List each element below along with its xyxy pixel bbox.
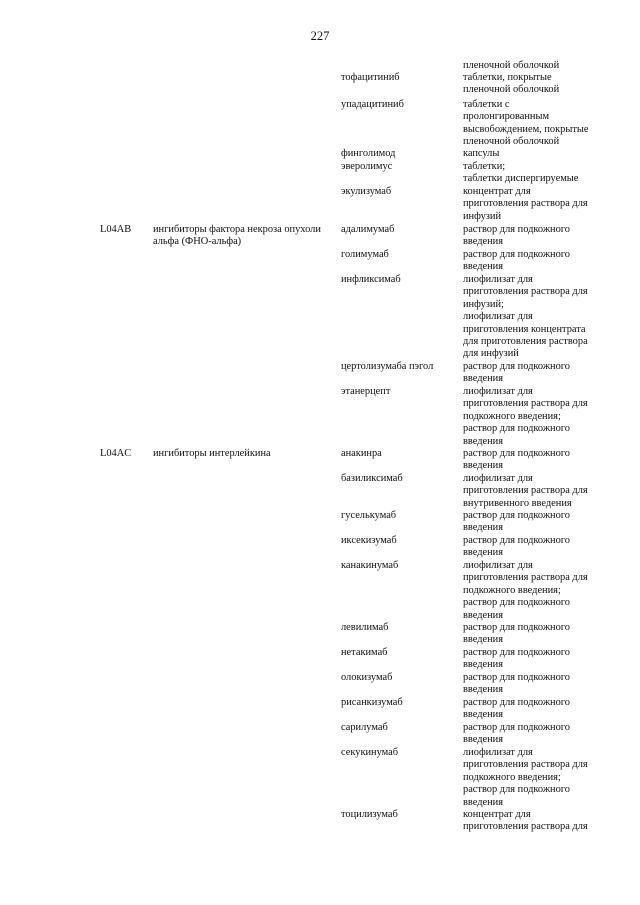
dosage-form-line: введения bbox=[463, 547, 504, 559]
drug-name: финголимод bbox=[341, 148, 396, 159]
dosage-form bbox=[463, 560, 598, 622]
dosage-form-line: приготовления раствора для bbox=[463, 198, 588, 210]
dosage-form bbox=[463, 60, 598, 72]
dosage-form-line: подкожного введения; bbox=[463, 771, 561, 783]
dosage-form bbox=[463, 148, 598, 160]
drug-name: олокизумаб bbox=[341, 672, 393, 683]
dosage-form-line: капсулы bbox=[463, 148, 500, 159]
dosage-form-line: раствор для подкожного bbox=[463, 622, 570, 633]
dosage-form-line: раствор для подкожного bbox=[463, 361, 570, 372]
dosage-form-line: раствор для подкожного bbox=[463, 448, 570, 459]
dosage-form-line: лиофилизат для bbox=[463, 747, 533, 758]
dosage-form bbox=[463, 747, 598, 809]
dosage-form-line: введения bbox=[463, 261, 504, 273]
dosage-form-line: для инфузий bbox=[463, 348, 519, 360]
dosage-form-line: приготовления раствора для bbox=[463, 398, 588, 410]
dosage-form-line: пролонгированным bbox=[463, 111, 550, 123]
dosage-form bbox=[463, 161, 598, 186]
group-line: альфа (ФНО-альфа) bbox=[153, 236, 242, 248]
dosage-form-line: введения bbox=[463, 435, 504, 447]
drug-name: гуселькумаб bbox=[341, 510, 397, 521]
dosage-form-line: лиофилизат для bbox=[463, 311, 533, 323]
dosage-form-line: приготовления раствора для bbox=[463, 759, 588, 771]
dosage-form-line: введения bbox=[463, 634, 504, 646]
atc-code: L04AB bbox=[100, 224, 132, 235]
drug-name: сарилумаб bbox=[341, 722, 388, 733]
dosage-form-line: пленочной оболочкой bbox=[463, 60, 560, 71]
drug-name: анакинра bbox=[341, 448, 382, 459]
dosage-form bbox=[463, 72, 598, 97]
dosage-form-line: концентрат для bbox=[463, 809, 531, 820]
dosage-form-line: приготовления раствора для bbox=[463, 572, 588, 584]
dosage-form-line: приготовления раствора для bbox=[463, 821, 588, 833]
dosage-form-line: пленочной оболочкой bbox=[463, 84, 560, 96]
dosage-form-line: раствор для подкожного bbox=[463, 510, 570, 521]
dosage-form-line: пленочной оболочкой bbox=[463, 136, 560, 148]
dosage-form bbox=[463, 448, 598, 473]
dosage-form-line: раствор для подкожного bbox=[463, 249, 570, 260]
dosage-form-line: концентрат для bbox=[463, 186, 531, 197]
dosage-form-line: приготовления концентрата bbox=[463, 323, 586, 335]
dosage-form bbox=[463, 809, 598, 834]
dosage-form-line: введения bbox=[463, 684, 504, 696]
dosage-form bbox=[463, 361, 598, 386]
dosage-form-line: раствор для подкожного bbox=[463, 224, 570, 235]
dosage-form-line: приготовления раствора для bbox=[463, 485, 588, 497]
dosage-form-line: таблетки с bbox=[463, 99, 510, 110]
atc-code: L04AC bbox=[100, 448, 132, 459]
dosage-form bbox=[463, 622, 598, 647]
dosage-form-line: подкожного введения; bbox=[463, 410, 561, 422]
dosage-form-line: инфузий bbox=[463, 210, 502, 222]
dosage-form-line: лиофилизат для bbox=[463, 473, 533, 484]
page-number: 227 bbox=[310, 29, 330, 43]
group-line: ингибиторы фактора некроза опухоли bbox=[153, 224, 321, 235]
drug-name: базиликсимаб bbox=[341, 473, 403, 484]
dosage-form-line: лиофилизат для bbox=[463, 560, 533, 571]
drug-name: адалимумаб bbox=[341, 224, 395, 235]
dosage-form-line: введения bbox=[463, 609, 504, 621]
dosage-form-line: лиофилизат для bbox=[463, 274, 533, 285]
drug-name: левилимаб bbox=[341, 622, 389, 633]
dosage-form bbox=[463, 672, 598, 697]
dosage-form-line: раствор для подкожного bbox=[463, 722, 570, 733]
dosage-form-line: раствор для подкожного bbox=[463, 672, 570, 683]
drug-name: экулизумаб bbox=[341, 186, 392, 197]
dosage-form bbox=[463, 473, 598, 510]
drug-name: иксекизумаб bbox=[341, 535, 397, 546]
dosage-form bbox=[463, 99, 598, 149]
dosage-form-line: раствор для подкожного bbox=[463, 784, 570, 796]
dosage-form-line: введения bbox=[463, 709, 504, 721]
group-line: ингибиторы интерлейкина bbox=[153, 448, 271, 459]
dosage-form bbox=[463, 249, 598, 274]
dosage-form-line: подкожного введения; bbox=[463, 584, 561, 596]
dosage-form-line: введения bbox=[463, 796, 504, 808]
drug-name: этанерцепт bbox=[341, 386, 391, 397]
dosage-form bbox=[463, 274, 598, 361]
dosage-form bbox=[463, 647, 598, 672]
dosage-form-line: таблетки диспергируемые bbox=[463, 173, 579, 185]
dosage-form-line: лиофилизат для bbox=[463, 386, 533, 397]
dosage-form-line: для приготовления раствора bbox=[463, 336, 588, 348]
drug-name: тофацитиниб bbox=[341, 72, 400, 83]
drug-name: канакинумаб bbox=[341, 560, 399, 571]
drug-name: секукинумаб bbox=[341, 747, 399, 758]
dosage-form-line: введения bbox=[463, 373, 504, 385]
dosage-form-line: внутривенного введения bbox=[463, 497, 572, 509]
dosage-form-line: раствор для подкожного bbox=[463, 647, 570, 658]
pharmacological-group bbox=[153, 448, 335, 460]
dosage-form-line: введения bbox=[463, 460, 504, 472]
drug-name: инфликсимаб bbox=[341, 274, 401, 285]
dosage-form-line: раствор для подкожного bbox=[463, 423, 570, 435]
dosage-form bbox=[463, 722, 598, 747]
dosage-form bbox=[463, 697, 598, 722]
dosage-form-line: таблетки, покрытые bbox=[463, 72, 552, 83]
drug-name: нетакимаб bbox=[341, 647, 388, 658]
dosage-form-line: таблетки; bbox=[463, 161, 506, 172]
drug-name: рисанкизумаб bbox=[341, 697, 403, 708]
pharmacological-group bbox=[153, 224, 335, 249]
drug-name: эверолимус bbox=[341, 161, 393, 172]
dosage-form-line: раствор для подкожного bbox=[463, 697, 570, 708]
dosage-form bbox=[463, 224, 598, 249]
dosage-form-line: введения bbox=[463, 659, 504, 671]
drug-name: упадацитиниб bbox=[341, 99, 404, 110]
drug-name: цертолизумаба пэгол bbox=[341, 361, 434, 372]
dosage-form-line: раствор для подкожного bbox=[463, 597, 570, 609]
dosage-form-line: высвобождением, покрытые bbox=[463, 123, 589, 135]
drug-name: голимумаб bbox=[341, 249, 389, 260]
dosage-form-line: раствор для подкожного bbox=[463, 535, 570, 546]
dosage-form-line: инфузий; bbox=[463, 298, 504, 310]
dosage-form bbox=[463, 510, 598, 535]
drug-name: тоцилизумаб bbox=[341, 809, 398, 820]
dosage-form-line: введения bbox=[463, 734, 504, 746]
dosage-form-line: приготовления раствора для bbox=[463, 286, 588, 298]
dosage-form bbox=[463, 186, 598, 223]
dosage-form-line: введения bbox=[463, 236, 504, 248]
dosage-form bbox=[463, 535, 598, 560]
dosage-form bbox=[463, 386, 598, 448]
dosage-form-line: введения bbox=[463, 522, 504, 534]
